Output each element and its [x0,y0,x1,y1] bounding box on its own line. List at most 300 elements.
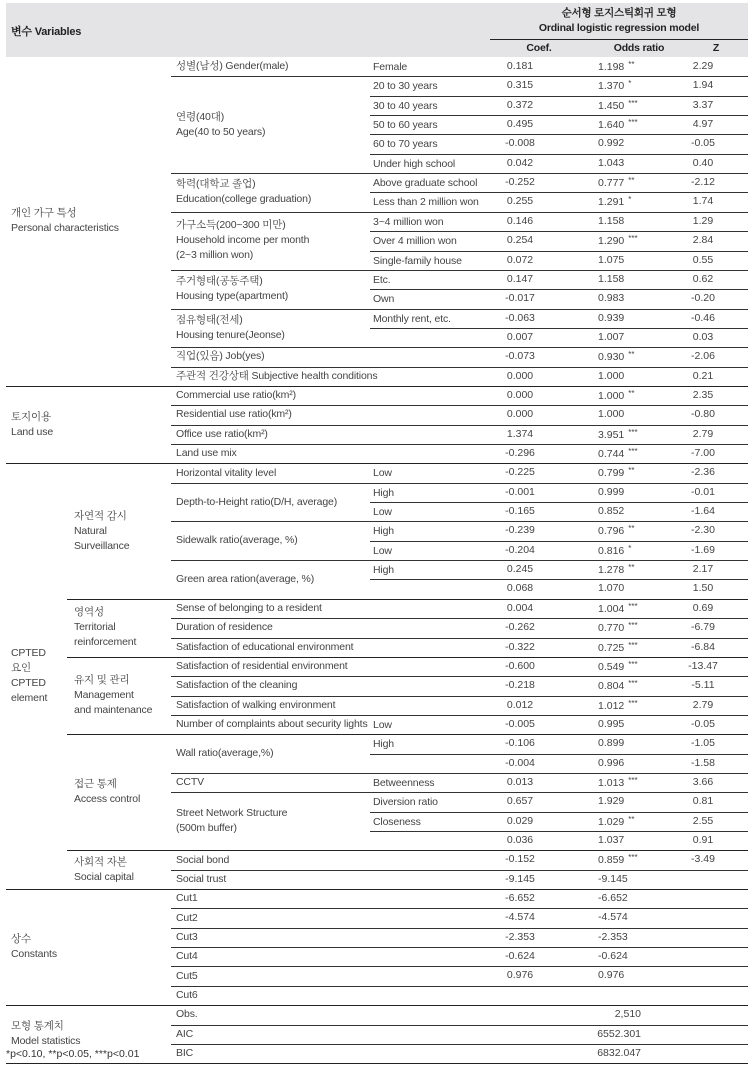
z-value: 2.84 [692,234,714,247]
variable-label: AIC [176,1027,194,1040]
variable-label: Education(college graduation) [176,193,312,206]
odds-ratio-header: Odds ratio [613,42,665,54]
row-divider [67,599,748,600]
group-label: 상수 [11,933,31,946]
subgroup-label: 영역성 [74,606,104,619]
significance-stars: * [628,195,632,205]
variable-label: 성별(남성) Gender(male) [176,60,289,73]
coef-value: 0.072 [506,253,534,266]
odds-ratio-value: 1.013 *** [598,775,638,789]
significance-stars: * [628,543,632,553]
row-divider [171,908,748,909]
odds-ratio-value: 1.278 ** [598,563,635,577]
row-divider [370,328,748,329]
row-divider [171,928,748,929]
odds-ratio-value: 1.158 [598,272,625,285]
odds-ratio-value: 1.070 [598,582,625,595]
z-value: 3.66 [692,775,714,788]
odds-ratio-value: -0.624 [598,950,628,963]
coef-value: -0.017 [505,292,535,305]
coef-value: 0.315 [506,79,534,92]
odds-ratio-value: 1.198 ** [598,60,635,73]
coef-value: 0.068 [506,582,534,595]
subgroup-label: 사회적 자본 [74,855,127,868]
subgroup-label: Territorial [74,621,116,634]
variable-label: Age(40 to 50 years) [176,125,266,138]
variable-label: 주거형태(공동주택) [176,275,263,288]
odds-ratio-value: 0.777 ** [598,176,635,190]
row-divider [6,463,748,464]
subgroup-label: 접근 통제 [74,778,117,791]
variable-label: Satisfaction of the cleaning [176,679,298,692]
level-label: High [373,738,394,751]
odds-ratio-value: 1.007 [598,330,625,343]
coef-value: 0.000 [506,408,534,421]
subgroup-label: Surveillance [74,539,130,552]
row-divider [171,521,748,522]
coef-value: 0.036 [506,834,534,846]
coef-value: 0.976 [506,969,534,982]
odds-ratio-value: 0.796 ** [598,524,635,538]
coef-value: -0.004 [505,756,535,769]
z-value: 0.91 [692,834,714,846]
variable-label: (2~3 million won) [176,249,254,262]
odds-ratio-value: 1.037 [598,834,625,846]
subgroup-label: Access control [74,793,141,806]
significance-stars: *** [628,698,638,708]
level-label: Closeness [373,815,421,828]
variables-header: 변수 Variables [11,26,82,38]
row-divider [171,792,748,793]
subgroup-label: and maintenance [74,704,153,717]
coef-value: -0.262 [505,621,535,634]
footnote: *p<0.10, **p<0.05, ***p<0.01 [6,1048,140,1060]
group-label: 요인 [11,662,31,675]
variable-label: Street Network Structure [176,807,288,820]
row-divider [6,1063,748,1064]
significance-stars: *** [628,659,638,669]
significance-stars: ** [628,350,635,360]
model-header [490,6,748,36]
z-value: 0.03 [692,330,714,343]
z-value: -0.46 [691,311,715,324]
level-label: Low [373,544,392,557]
row-divider [370,96,748,97]
level-label: Above graduate school [373,177,478,190]
row-divider [370,831,748,832]
row-divider [370,579,748,580]
z-value: -5.11 [691,679,715,692]
variable-label: 가구소득(200~300 미만) [176,219,286,232]
variable-label: Household income per month [176,234,310,247]
level-label: Less than 2 million won [373,196,479,209]
subgroup-label: Social capital [74,870,134,883]
group-label: Land use [11,425,54,438]
odds-ratio-value: 0.852 [598,505,625,518]
odds-ratio-value: 1.012 *** [598,698,638,712]
variable-label: Residential use ratio(km²) [176,408,292,421]
z-value: -2.36 [691,466,715,479]
odds-ratio-value: 0.549 *** [598,659,638,673]
significance-stars: *** [628,775,638,785]
model-title-ko: 순서형 로지스틱회귀 모형 [561,7,677,19]
significance-stars: *** [628,447,638,456]
row-divider [370,251,748,252]
row-divider [171,212,748,213]
z-value: -2.06 [691,350,715,363]
level-label: Etc. [373,273,391,286]
odds-ratio-value: 0.930 ** [598,350,635,364]
odds-ratio-value: 0.976 [598,969,625,982]
variable-label: Cut5 [176,969,198,982]
subgroup-label: 유지 및 관리 [74,674,130,687]
z-value: 0.21 [692,369,714,382]
model-stat-value: 2,510 [614,1008,641,1021]
row-divider [171,638,748,639]
z-value: 0.69 [692,601,714,614]
level-label: Low [373,467,392,480]
row-divider [171,367,748,368]
variable-label: Housing type(apartment) [176,290,289,303]
z-value: 3.37 [692,98,714,111]
row-divider [171,347,748,348]
row-divider [171,966,748,967]
row-divider [171,444,748,445]
z-value: -0.01 [691,485,715,498]
row-divider [171,173,748,174]
z-value: 2.35 [692,388,714,401]
level-label: 3~4 million won [373,215,444,228]
odds-ratio-value: 3.951 *** [598,427,638,441]
z-value: -1.69 [691,543,715,556]
significance-stars: *** [628,601,638,611]
variable-label: 점유형태(전세) [176,313,243,326]
odds-ratio-value: 1.291 * [598,195,632,209]
z-value: -1.64 [691,505,715,518]
coef-value: 0.245 [506,563,534,576]
significance-stars: ** [628,814,635,824]
group-label: 개인 가구 특성 [11,207,77,220]
variable-label: 연령(40대) [176,110,225,123]
header-underline [490,39,748,40]
model-title-en: Ordinal logistic regression model [538,22,700,34]
coef-value: 0.013 [506,775,534,788]
coef-value: 0.000 [506,369,534,382]
coef-value: -0.073 [505,350,535,363]
level-label: Low [373,718,392,731]
row-divider [171,425,748,426]
z-value: 0.55 [692,253,714,266]
coef-header: Coef. [526,42,552,54]
significance-stars: *** [628,679,638,689]
coef-value: -9.145 [505,872,535,885]
z-value: -6.84 [691,640,715,653]
coef-value: -0.204 [505,543,535,556]
odds-ratio-value: 0.816 * [598,543,632,557]
row-divider [171,1025,748,1026]
coef-value: 1.374 [506,427,534,440]
coef-value: -0.218 [505,679,535,692]
model-stat-value: 6832.047 [597,1046,641,1059]
odds-ratio-value: 1.000 [598,369,625,382]
variable-label: (500m buffer) [176,822,237,835]
variable-label: Cut6 [176,988,198,1001]
row-divider [67,734,748,735]
group-label: Personal characteristics [11,222,119,235]
variable-label: Cut2 [176,911,198,924]
odds-ratio-value: 0.899 [598,737,625,750]
level-label: Low [373,506,392,519]
z-value: 2.17 [692,563,714,576]
z-value: 1.94 [692,79,714,92]
z-value: -6.79 [691,621,715,634]
level-label: Diversion ratio [373,796,438,809]
odds-ratio-value: 0.992 [598,137,625,150]
odds-ratio-value: 1.000 [598,408,625,421]
coef-value: 0.012 [506,698,534,711]
coef-value: -0.165 [505,505,535,518]
row-divider [171,947,748,948]
coef-value: -0.322 [505,640,535,653]
variable-label: Land use mix [176,447,237,460]
significance-stars: ** [628,466,635,476]
coef-value: -6.652 [505,892,535,905]
row-divider [171,676,748,677]
coef-value: 0.007 [506,330,534,343]
significance-stars: ** [628,563,635,573]
level-label: High [373,486,394,499]
significance-stars: *** [628,234,638,244]
z-value: -2.30 [691,524,715,537]
row-divider [171,405,748,406]
row-divider [6,1005,748,1006]
coef-value: -0.252 [505,176,535,189]
row-divider [171,696,748,697]
coef-value: 0.255 [506,195,534,208]
z-value: 1.29 [692,214,714,227]
variable-label: Duration of residence [176,621,273,634]
odds-ratio-value: 1.929 [598,795,625,808]
coef-value: -0.296 [505,447,535,459]
odds-ratio-value: 0.995 [598,717,625,730]
odds-ratio-value: 0.804 *** [598,679,638,693]
group-label: 토지이용 [11,410,51,423]
group-label: 모형 통계치 [11,1020,64,1033]
odds-ratio-value: 1.158 [598,214,625,227]
row-divider [171,618,748,619]
coef-value: -0.063 [505,311,535,324]
group-label: element [11,692,48,705]
z-value: -1.05 [691,737,715,750]
level-label: High [373,564,394,577]
z-value: 1.74 [692,195,714,208]
level-label: 60 to 70 years [373,138,438,151]
level-label: Over 4 million won [373,235,457,248]
significance-stars: ** [628,524,635,534]
coef-value: 0.146 [506,214,534,227]
variable-label: Sidewalk ratio(average, %) [176,534,298,547]
row-divider [370,502,748,503]
row-divider [370,754,748,755]
row-divider [370,541,748,542]
coef-value: 0.029 [506,814,534,827]
odds-ratio-value: 0.770 *** [598,621,638,635]
z-value: -13.47 [688,659,718,672]
level-label: Under high school [373,157,456,170]
row-divider [370,154,748,155]
odds-ratio-value: 1.370 * [598,79,632,93]
row-divider [370,289,748,290]
coef-value: -2.353 [505,930,535,943]
level-label: Female [373,61,408,73]
variable-label: Social trust [176,872,227,885]
coef-value: -0.008 [505,137,535,150]
variable-label: Wall ratio(average,%) [176,747,274,760]
odds-ratio-value: -4.574 [598,911,628,924]
variable-label: Horizontal vitality level [176,466,277,479]
row-divider [370,812,748,813]
level-label: Monthly rent, etc. [373,312,451,325]
variable-label: Cut1 [176,892,198,905]
subgroup-label: Natural [74,524,107,537]
coef-value: 0.254 [506,234,534,247]
significance-stars: *** [628,621,638,631]
group-label: Constants [11,948,57,961]
row-divider [370,115,748,116]
odds-ratio-value: 1.043 [598,156,625,169]
row-divider [171,309,748,310]
row-divider [6,889,748,890]
row-divider [171,986,748,987]
coef-value: -0.600 [505,659,535,672]
odds-ratio-value: 0.983 [598,292,625,305]
coef-value: -0.624 [505,950,535,963]
z-value: -7.00 [691,447,715,459]
variable-label: Satisfaction of walking environment [176,698,336,711]
odds-ratio-value: 1.640 *** [598,118,638,132]
row-divider [370,231,748,232]
z-value: 0.81 [692,795,714,808]
odds-ratio-value: -6.652 [598,892,628,905]
group-label: CPTED [11,647,46,660]
variable-label: Social bond [176,853,230,866]
row-divider [370,134,748,135]
variable-label: BIC [176,1047,194,1060]
group-label: CPTED [11,677,46,690]
odds-ratio-value: 1.290 *** [598,234,638,248]
subgroup-label: reinforcement [74,636,137,649]
variable-label: Office use ratio(km²) [176,427,268,440]
variable-label: Number of complaints about security lights [176,718,368,731]
z-value: -0.20 [691,292,715,305]
variable-label: 주관적 건강상태 Subjective health conditions [176,369,378,382]
z-value: -0.80 [691,408,715,421]
model-stat-value: 6552.301 [597,1027,641,1040]
variable-label: Cut4 [176,950,198,963]
significance-stars: ** [628,388,635,398]
odds-ratio-value: 1.075 [598,253,625,266]
odds-ratio-value: 0.939 [598,311,625,324]
level-label: Own [373,293,395,306]
coef-value: 0.000 [506,388,534,401]
row-divider [171,270,748,271]
z-value: 2.55 [692,814,714,827]
z-value: -1.58 [691,756,715,769]
level-label: 20 to 30 years [373,80,438,93]
significance-stars: ** [628,60,635,69]
row-divider [171,773,748,774]
coef-value: 0.042 [506,156,534,169]
coef-value: 0.495 [506,118,534,131]
subgroup-label: Management [74,689,134,702]
z-value: 2.79 [692,427,714,440]
significance-stars: *** [628,853,638,863]
z-value: -3.49 [691,853,715,866]
variable-label: Commercial use ratio(km²) [176,389,296,402]
significance-stars: *** [628,640,638,650]
variable-label: Cut3 [176,930,198,943]
variable-label: Obs. [176,1008,198,1021]
significance-stars: * [628,79,632,89]
row-divider [67,657,748,658]
significance-stars: ** [628,176,635,186]
row-divider [171,715,748,716]
significance-stars: *** [628,118,638,128]
coef-value: 0.372 [506,98,534,111]
level-label: High [373,525,394,538]
z-value: -0.05 [691,137,715,150]
z-value: 2.29 [692,60,714,72]
variable-label: Satisfaction of residential environment [176,660,348,673]
row-divider [6,386,748,387]
odds-ratio-value: 1.004 *** [598,601,638,615]
odds-ratio-value: 0.996 [598,756,625,769]
z-value: 4.97 [692,118,714,131]
odds-ratio-value: 0.859 *** [598,853,638,867]
level-label: Betweenness [373,776,435,789]
coef-value: -0.005 [505,717,535,730]
table-header [6,3,748,57]
z-value: 1.50 [692,582,714,595]
row-divider [171,76,748,77]
odds-ratio-value: 0.799 ** [598,466,635,480]
coef-value: -4.574 [505,911,535,924]
z-header: Z [712,42,720,54]
group-label: Model statistics [11,1035,81,1048]
odds-ratio-value: 1.029 ** [598,814,635,828]
row-divider [171,560,748,561]
variable-label: Green area ration(average, %) [176,572,315,585]
odds-ratio-value: -9.145 [598,872,628,885]
significance-stars: *** [628,427,638,437]
coef-value: 0.657 [506,795,534,808]
coef-value: -0.001 [505,485,535,498]
variable-label: 학력(대학교 졸업) [176,178,256,191]
z-value: 0.62 [692,272,714,285]
variable-label: CCTV [176,776,204,789]
coef-value: -0.106 [505,737,535,750]
odds-ratio-value: 1.450 *** [598,98,638,112]
level-label: 30 to 40 years [373,99,438,112]
variable-label: Satisfaction of educational environment [176,640,354,653]
odds-ratio-value: -2.353 [598,930,628,943]
coef-value: 0.004 [506,601,534,614]
variable-label: 직업(있음) Job(yes) [176,350,265,363]
level-label: Single-family house [373,254,462,267]
coef-value: -0.225 [505,466,535,479]
row-divider [171,483,748,484]
variable-label: Sense of belonging to a resident [176,601,322,614]
